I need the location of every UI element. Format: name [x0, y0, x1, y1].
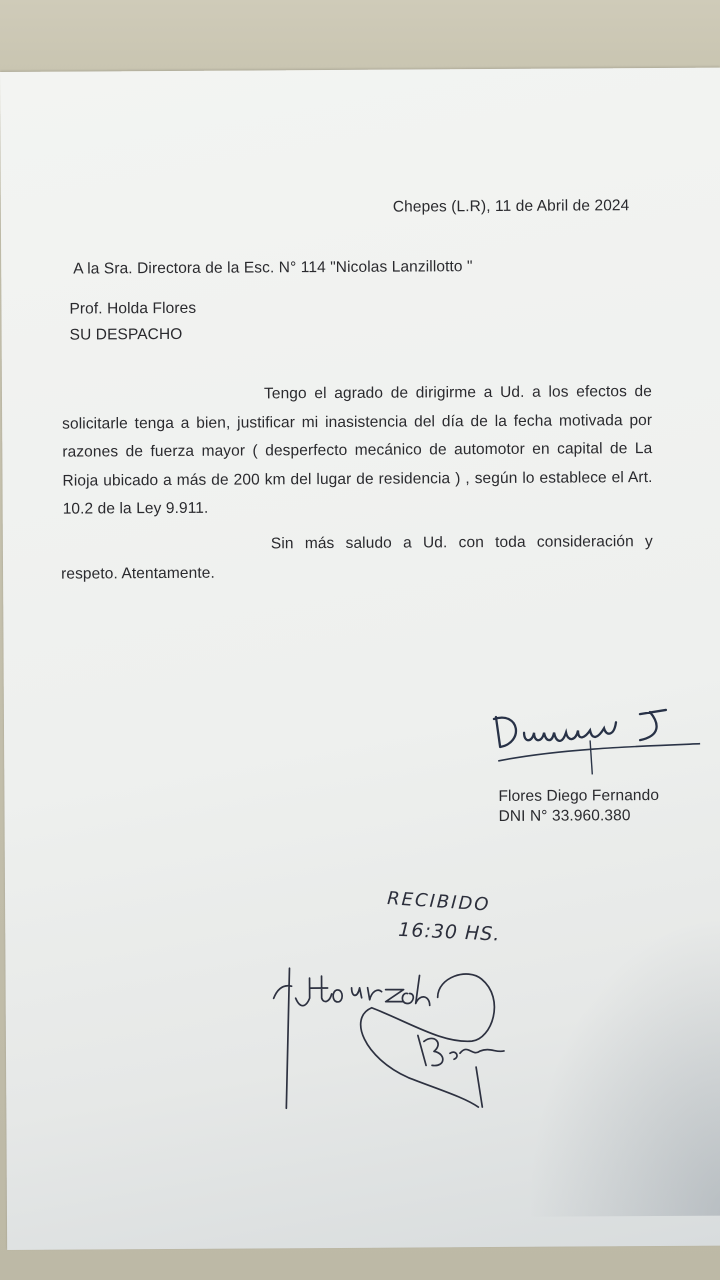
recipient-line: A la Sra. Directora de la Esc. N° 114 "Nicolas Lanzillotto ": [73, 258, 473, 278]
date-line: Chepes (L.R), 11 de Abril de 2024: [392, 197, 630, 216]
recipient-office: SU DESPACHO: [69, 325, 183, 344]
received-stamp-text: RECIBIDO: [386, 888, 492, 916]
recipient-name: Prof. Holda Flores: [69, 299, 197, 318]
signer-dni: DNI N° 33.960.380: [498, 807, 631, 825]
signer-signature: [490, 706, 705, 777]
signer-name: Flores Diego Fernando: [498, 786, 660, 805]
letter-page: [0, 68, 720, 1250]
body-paragraph-2: Sin más saludo a Ud. con toda consideración y respeto. Atentamente.: [61, 533, 653, 583]
photo-shadow: [525, 916, 720, 1217]
received-time: 16:30 HS.: [397, 918, 501, 946]
body-paragraph-1: Tengo el agrado de dirigirme a Ud. a los efectos de solicitarle tenga a bien, justificar mi inasistencia del día de la fecha motivada por razones de fuerza mayor ( desperfecto mecánico de automotor en capital de La Rioja ubicado a más de 200 km del lugar de residencia ) , según lo establece el Art. 10.2 de la Ley 9.911.: [62, 383, 653, 518]
authorization-signature: [267, 957, 548, 1149]
